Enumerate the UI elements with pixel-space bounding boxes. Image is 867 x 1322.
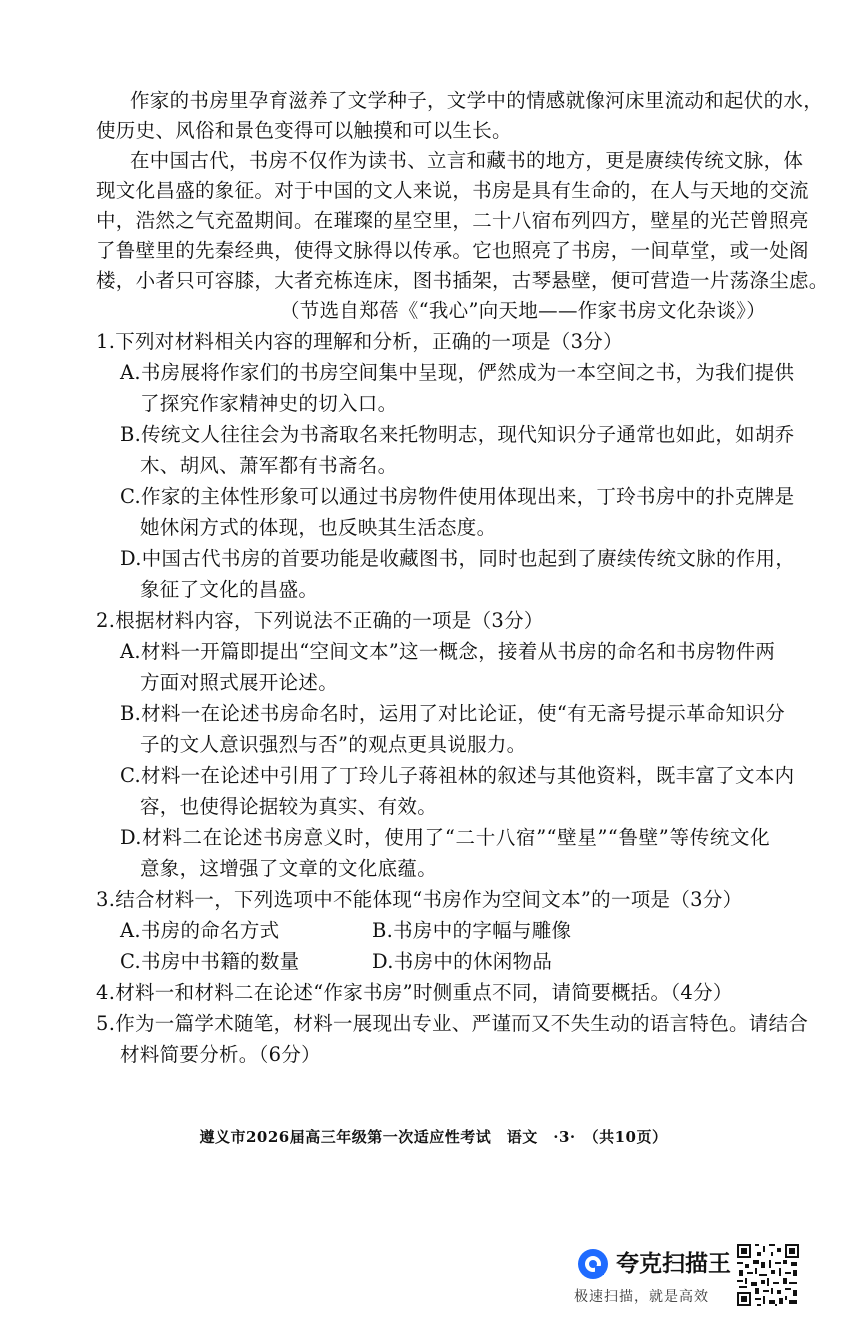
q1-option-b: B.传统文人往往会为书斋取名来托物明志，现代知识分子通常也如此，如胡乔 [120,423,795,446]
brand-name: 夸克扫描王 [616,1251,731,1277]
question-2-stem: 2.根据材料内容，下列说法不正确的一项是（3分） [96,609,544,632]
question-4-stem: 4.材料一和材料二在论述“作家书房”时侧重点不同，请简要概括。（4分） [96,981,733,1004]
q1-option-a-cont: 了探究作家精神史的切入口。 [140,392,398,415]
qr-code-icon [735,1242,801,1308]
passage-line-5: 中，浩然之气充盈期间。在璀璨的星空里，二十八宿布列四方，壁星的光芒曾照亮 [96,209,809,232]
question-5-stem-cont: 材料简要分析。（6分） [120,1043,321,1066]
passage-line-7: 楼，小者只可容膝，大者充栋连床，图书插架，古琴悬壁，便可营造一片荡涤尘虑。 [96,269,829,292]
q1-option-a: A.书房展将作家们的书房空间集中呈现，俨然成为一本空间之书，为我们提供 [120,361,795,384]
q2-option-c: C.材料一在论述中引用了丁玲儿子蒋祖林的叙述与其他资料，既丰富了文本内 [120,764,795,787]
passage-line-6: 了鲁壁里的先秦经典，使得文脉得以传承。它也照亮了书房，一间草堂，或一处阁 [96,239,809,262]
passage-line-4: 现文化昌盛的象征。对于中国的文人来说，书房是具有生命的，在人与天地的交流 [96,179,809,202]
passage-line-3: 在中国古代，书房不仅作为读书、立言和藏书的地方，更是赓续传统文脉，体 [130,149,804,172]
q3-option-b: B.书房中的字幅与雕像 [372,919,572,942]
question-5-stem: 5.作为一篇学术随笔，材料一展现出专业、严谨而又不失生动的语言特色。请结合 [96,1012,809,1035]
q2-option-d-cont: 意象，这增强了文章的文化底蕴。 [140,857,438,880]
q1-option-c-cont: 她休闲方式的体现，也反映其生活态度。 [140,516,497,539]
q2-option-c-cont: 容，也使得论据较为真实、有效。 [140,795,438,818]
q2-option-a: A.材料一开篇即提出“空间文本”这一概念，接着从书房的命名和书房物件两 [120,640,776,663]
page-footer: 遵义市2026届高三年级第一次适应性考试 语文 ·3· （共10页） [199,1128,668,1146]
passage-line-2: 使历史、风俗和景色变得可以触摸和可以生长。 [96,119,512,142]
question-1-stem: 1.下列对材料相关内容的理解和分析，正确的一项是（3分） [96,330,623,353]
q3-option-c: C.书房中书籍的数量 [120,950,300,973]
q1-option-d-cont: 象征了文化的昌盛。 [140,578,319,601]
q3-option-a: A.书房的命名方式 [120,919,280,942]
q3-option-d: D.书房中的休闲物品 [372,950,553,973]
q2-option-a-cont: 方面对照式展开论述。 [140,671,339,694]
q2-option-d: D.材料二在论述书房意义时，使用了“二十八宿”“壁星”“鲁壁”等传统文化 [120,826,770,849]
q2-option-b-cont: 子的文人意识强烈与否”的观点更具说服力。 [140,733,527,756]
quark-logo-icon [577,1248,609,1280]
q1-option-d: D.中国古代书房的首要功能是收藏图书，同时也起到了赓续传统文脉的作用， [120,547,796,570]
scanner-watermark [572,1240,732,1310]
question-3-stem: 3.结合材料一，下列选项中不能体现“书房作为空间文本”的一项是（3分） [96,888,743,911]
q1-option-b-cont: 木、胡风、萧军都有书斋名。 [140,454,398,477]
passage-source: （节选自郑蓓《“我心”向天地——作家书房文化杂谈》） [280,299,766,322]
passage-line-1: 作家的书房里孕育滋养了文学种子，文学中的情感就像河床里流动和起伏的水， [130,89,824,112]
q1-option-c: C.作家的主体性形象可以通过书房物件使用体现出来，丁玲书房中的扑克牌是 [120,485,795,508]
q2-option-b: B.材料一在论述书房命名时，运用了对比论证，使“有无斋号提示革命知识分 [120,702,785,725]
brand-slogan: 极速扫描，就是高效 [574,1289,709,1305]
